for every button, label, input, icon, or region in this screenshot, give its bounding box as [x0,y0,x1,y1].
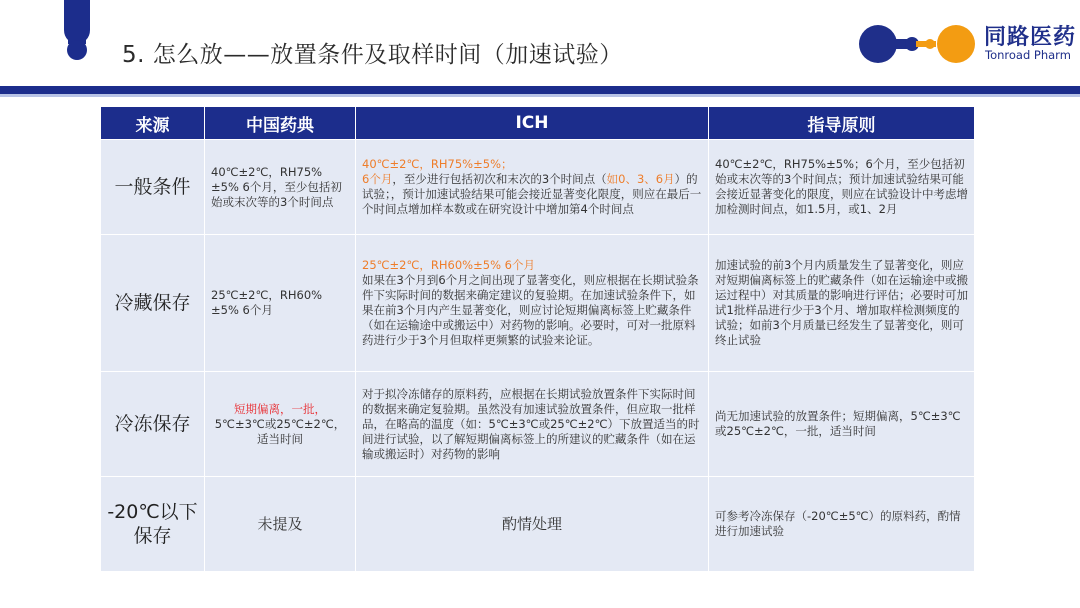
table-row [101,372,975,477]
chp-text: 5℃±3℃或25℃±2℃，适当时间 [214,416,346,446]
chp-cell: 25℃±2℃，RH60%±5% 6个月 [205,235,356,372]
guideline-cell: 40℃±2℃，RH75%±5%；6个月，至少包括初始或末次等的3个时间点；预计加速试验结果可能会接近显著变化的限度，则应在试验设计中考虑增加检测时间点，如1.5月，或1、2月 [709,140,975,235]
logo-mark-icon [858,22,978,66]
header-divider-light [0,94,1080,97]
table-row [101,140,975,235]
chp-cell [205,372,356,477]
ich-text: ，至少进行包括初次和末次的3个时间点（ [392,172,607,186]
logo-english-name: Tonroad Pharm [985,48,1071,62]
header-ich: ICH [356,107,709,140]
ich-text: 如果在3个月到6个月之间出现了显著变化，则应根据在长期试验条件下实际时间的数据来确定建议的复验期。在加速试验条件下，如果在前3个月内产生显著变化，则应讨论短期偏离标签上贮藏条件（如在运输途中或搬运中）对药物的影响。必要时，可对一批原料药进行少于3个月但取样更频繁的试验来论证。 [362,273,699,347]
chp-cell: 40℃±2℃，RH75%±5% 6个月，至少包括初始或末次等的3个时间点 [205,140,356,235]
logo-chinese-name: 同路医药 [984,25,1077,50]
ich-cell [356,235,709,372]
guideline-cell: 加速试验的前3个月内质量发生了显著变化，则应对短期偏离标签上的贮藏条件（如在运输途中或搬运过程中）对其质量的影响进行评估；必要时可加试1批样品进行少于3个月、增加取样检测频度的试验；如前3个月质量已经发生了显著变化，则可终止试验 [709,235,975,372]
corner-decoration [62,0,108,62]
conditions-table [100,106,975,572]
chp-cell: 未提及 [205,477,356,572]
ich-highlight: 25℃±2℃，RH60%±5% 6个月 [362,258,535,272]
header-source: 来源 [101,107,205,140]
row-source: 冷冻保存 [101,372,205,477]
table-header-row [101,107,975,140]
ich-cell: 酌情处理 [356,477,709,572]
table-row [101,235,975,372]
ich-cell [356,140,709,235]
slide-title: 5. 怎么放——放置条件及取样时间（加速试验） [122,42,623,68]
guideline-cell: 可参考冷冻保存（-20℃±5℃）的原料药，酌情进行加速试验 [709,477,975,572]
chp-red-note: 短期偏离，一批， [234,401,326,416]
row-source: 一般条件 [101,140,205,235]
table-row [101,477,975,572]
header-guideline: 指导原则 [709,107,975,140]
company-logo [858,18,1077,70]
guideline-cell: 尚无加速试验的放置条件；短期偏离，5℃±3℃或25℃±2℃，一批，适当时间 [709,372,975,477]
ich-text-rest: ）的试验；，预计加速试验结果可能会接近显著变化限度，则应在最后一个时间点增加样本数或在研究设计中增加第4个时间点 [362,172,702,216]
ich-duration: 6个月 [362,172,393,186]
ich-cell: 对于拟冷冻储存的原料药，应根据在长期试验放置条件下实际时间的数据来确定复验期。虽然没有加速试验放置条件，但应取一批样品，在略高的温度（如：5℃±3℃或25℃±2℃）下放置适当的时间进行试验，以了解短期偏离标签上的所建议的贮藏条件（如在运输或搬运时）对药物的影响 [356,372,709,477]
row-source: -20℃以下保存 [101,477,205,572]
header-chp: 中国药典 [205,107,356,140]
ich-highlight: 40℃±2℃，RH75%±5%； [362,157,513,171]
header-divider [0,86,1080,94]
row-source: 冷藏保存 [101,235,205,372]
ich-timepoints: 如0、3、6月 [606,172,675,186]
